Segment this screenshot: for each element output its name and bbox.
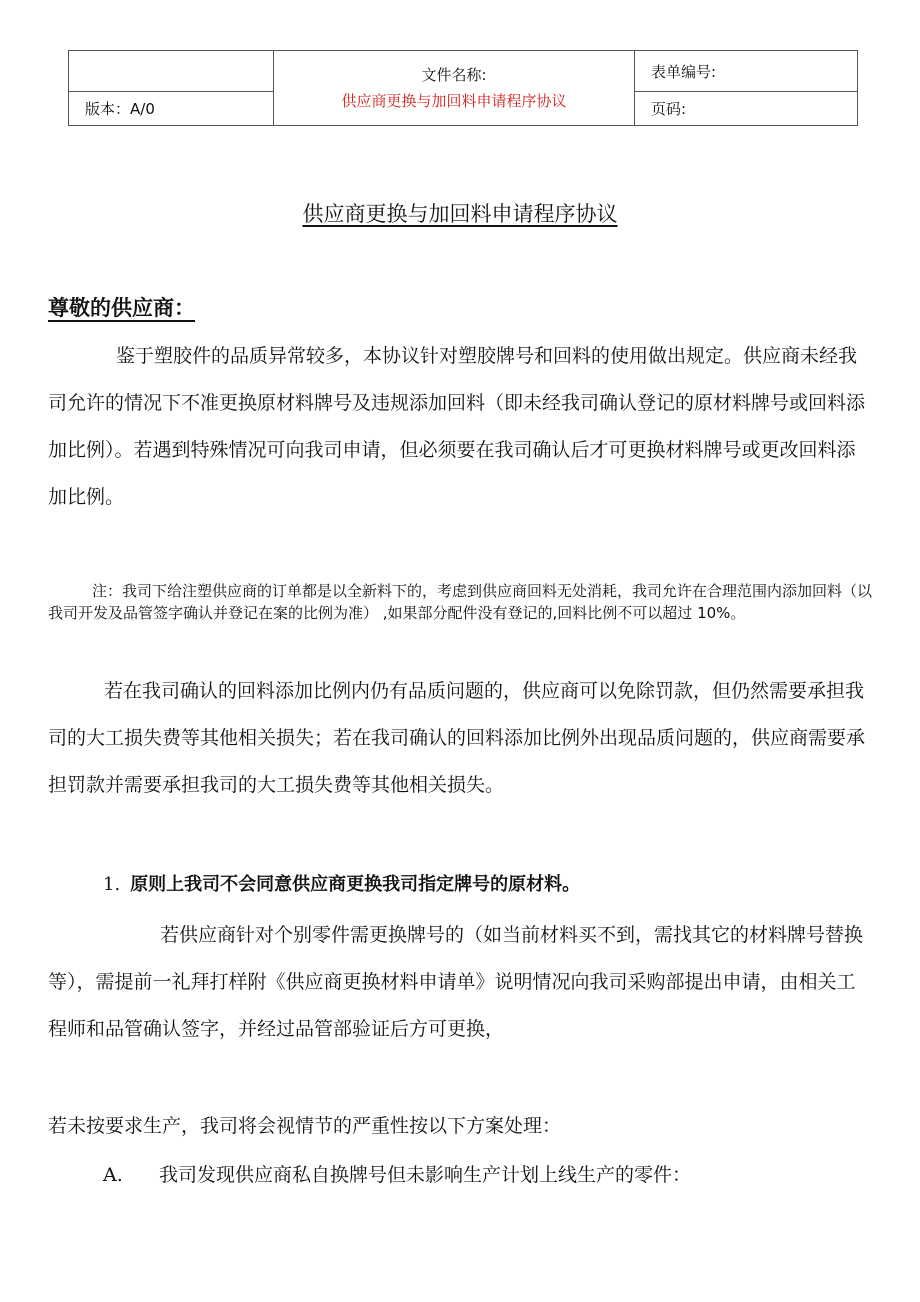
file-name-label: 文件名称: <box>421 66 487 84</box>
version-label: 版本：A/0 <box>69 92 274 126</box>
form-number-label: 表单编号: <box>635 51 858 92</box>
header-empty-cell <box>69 51 274 92</box>
greeting <box>48 292 209 322</box>
list-item-a-label: A. <box>103 1164 123 1186</box>
paragraph-intro: 鉴于塑胶件的品质异常较多，本协议针对塑胶牌号和回料的使用做出规定。供应商未经我司允许的情况下不准更换原材料牌号及违规添加回料（即未经我司确认登记的原材料牌号或回料添加比例）。若遇到特殊情况可向我司申请，但必须要在我司确认后才可更换材料牌号或更改回料添加比例。 <box>48 345 866 508</box>
section-1-heading <box>103 870 580 896</box>
section-1-body: 若供应商针对个别零件需更换牌号的（如当前材料买不到，需找其它的材料牌号替换等），需提前一礼拜打样附《供应商更换材料申请单》说明情况向我司采购部提出申请，由相关工程师和品管确认签字，并经过品管部验证后方可更换， <box>48 924 864 1040</box>
greeting-text: 尊敬的供应商： <box>48 296 195 320</box>
paragraph-penalty: 若在我司确认的回料添加比例内仍有品质问题的，供应商可以免除罚款，但仍然需要承担我司的大工损失费等其他相关损失；若在我司确认的回料添加比例外出现品质问题的，供应商需要承担罚款并需要承担我司的大工损失费等其他相关损失。 <box>48 680 866 796</box>
document-header-table <box>68 50 858 126</box>
section-1-heading-text: 原则上我司不会同意供应商更换我司指定牌号的原材料。 <box>130 874 581 895</box>
list-item-a <box>103 1160 691 1187</box>
document-title: 供应商更换与加回料申请程序协议 <box>302 202 618 226</box>
file-name-value: 供应商更换与加回料申请程序协议 <box>341 92 567 110</box>
file-name-cell <box>274 51 635 126</box>
list-item-a-text: 我司发现供应商私自换牌号但未影响生产计划上线生产的零件： <box>159 1164 692 1186</box>
section-1-consequence: 若未按要求生产，我司将会视情节的严重性按以下方案处理： <box>48 1115 562 1137</box>
section-1-number: 1. <box>103 874 121 895</box>
page-number-label: 页码: <box>635 92 858 126</box>
note-paragraph: 注：我司下给注塑供应商的订单都是以全新料下的，考虑到供应商回料无处消耗，我司允许在合理范围内添加回料（以我司开发及品管签字确认并登记在案的比例为准） ,如果部分配件没有登记的,回料比例不可以超过 10%。 <box>48 582 873 622</box>
